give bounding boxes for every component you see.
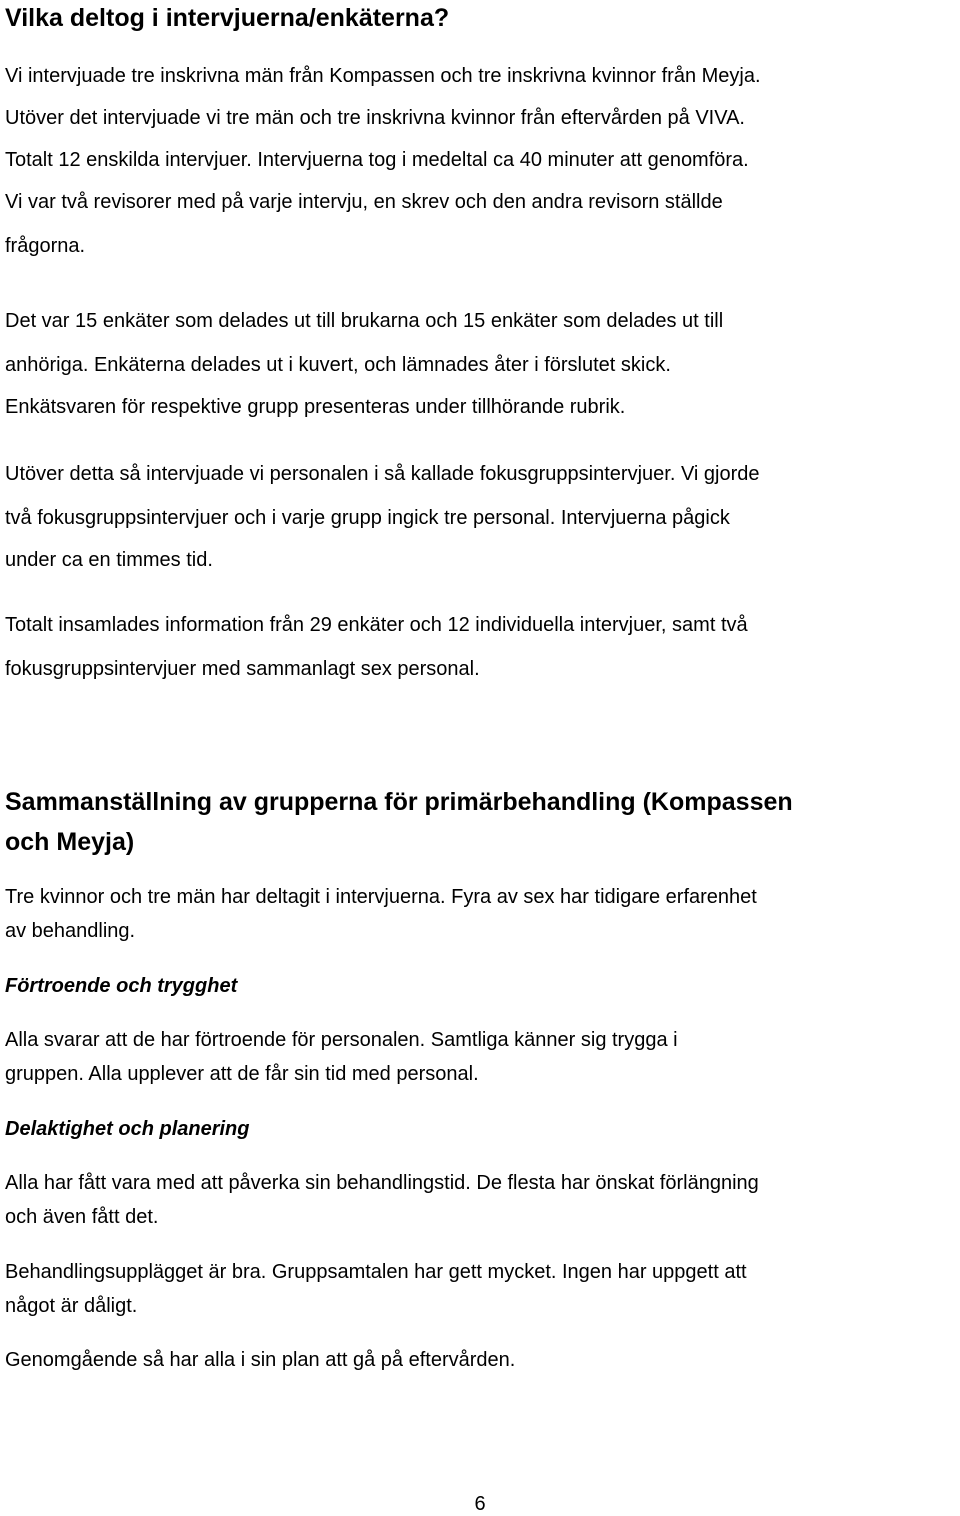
section-intro-paragraph (5, 886, 757, 943)
section-heading-line-2: och Meyja) (5, 828, 135, 856)
focus-group-paragraph (5, 463, 760, 572)
trust-paragraph (5, 1029, 678, 1086)
total-paragraph (5, 614, 748, 681)
intro-line-1: Vi intervjuade tre inskrivna män från Kompassen och tre inskrivna kvinnor från Meyja. (5, 65, 761, 87)
focus-line-2: två fokusgruppsintervjuer och i varje grupp ingick tre personal. Intervjuerna pågick (5, 507, 730, 529)
intro-line-3: Totalt 12 enskilda intervjuer. Intervjuerna tog i medeltal ca 40 minuter att genomföra. (5, 149, 749, 171)
intro-line-4: Vi var två revisorer med på varje intervju, en skrev och den andra revisorn ställde (5, 191, 723, 213)
participation-paragraph-1 (5, 1172, 759, 1229)
section-intro-line-2: av behandling. (5, 920, 136, 942)
trust-line-1: Alla svarar att de har förtroende för personalen. Samtliga känner sig trygga i (5, 1029, 678, 1051)
participation-paragraph-3: Genomgående så har alla i sin plan att gå på eftervården. (5, 1349, 516, 1371)
participation-p2-line-1: Behandlingsupplägget är bra. Gruppsamtalen har gett mycket. Ingen har uppgett att (5, 1261, 747, 1283)
survey-line-1: Det var 15 enkäter som delades ut till brukarna och 15 enkäter som delades ut till (5, 310, 724, 332)
focus-line-3: under ca en timmes tid. (5, 549, 213, 571)
trust-line-2: gruppen. Alla upplever att de får sin tid med personal. (5, 1063, 479, 1085)
section-heading-line-1: Sammanställning av grupperna för primärbehandling (Kompassen (5, 788, 793, 816)
survey-line-2: anhöriga. Enkäterna delades ut i kuvert, och lämnades åter i förslutet skick. (5, 354, 671, 376)
intro-paragraph (5, 65, 761, 258)
intro-line-2: Utöver det intervjuade vi tre män och tre inskrivna kvinnor från eftervården på VIVA. (5, 107, 745, 129)
total-line-1: Totalt insamlades information från 29 enkäter och 12 individuella intervjuer, samt två (5, 614, 748, 636)
section-intro-line-1: Tre kvinnor och tre män har deltagit i intervjuerna. Fyra av sex har tidigare erfarenhet (5, 886, 757, 908)
trust-heading: Förtroende och trygghet (5, 975, 238, 997)
participation-p2-line-2: något är dåligt. (5, 1295, 138, 1317)
section-heading (5, 782, 945, 862)
participation-p1-line-2: och även fått det. (5, 1206, 159, 1228)
page-heading: Vilka deltog i intervjuerna/enkäterna? (5, 4, 450, 32)
survey-line-3: Enkätsvaren för respektive grupp presenteras under tillhörande rubrik. (5, 396, 626, 418)
total-line-2: fokusgruppsintervjuer med sammanlagt sex personal. (5, 658, 480, 680)
participation-paragraph-2 (5, 1261, 747, 1318)
focus-line-1: Utöver detta så intervjuade vi personalen i så kallade fokusgruppsintervjuer. Vi gjorde (5, 463, 760, 485)
page-number: 6 (474, 1493, 486, 1515)
participation-heading: Delaktighet och planering (5, 1118, 250, 1140)
intro-line-5: frågorna. (5, 235, 86, 257)
survey-paragraph (5, 310, 723, 419)
participation-p1-line-1: Alla har fått vara med att påverka sin behandlingstid. De flesta har önskat förlängning (5, 1172, 759, 1194)
